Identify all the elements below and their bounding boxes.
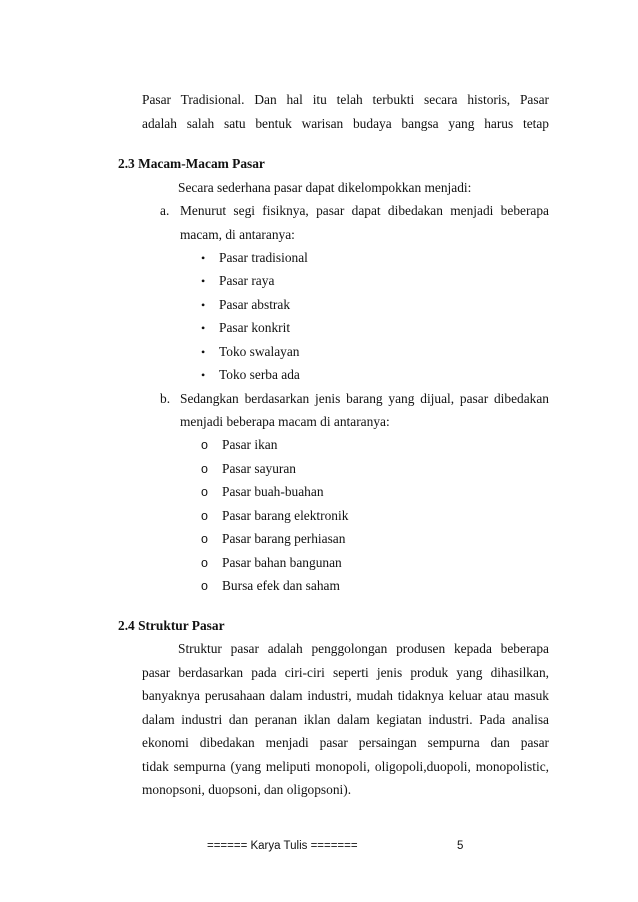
intro-line-1: Pasar Tradisional. Dan hal itu telah terbukti secara historis, Pasar (142, 92, 549, 107)
section-2-4-line-1: Struktur pasar adalah penggolongan produsen kepada beberapa (178, 641, 549, 656)
bullet-dot-icon: • (201, 368, 206, 382)
list-item: Pasar raya (219, 273, 275, 288)
circle-bullet-icon: o (201, 579, 208, 593)
section-2-4-line-6: tidak sempurna (yang meliputi monopoli, oligopoli,duopoli, monopolistic, (142, 759, 549, 774)
item-b-marker: b. (160, 391, 171, 406)
item-b-line-1: Sedangkan berdasarkan jenis barang yang dijual, pasar dibedakan (180, 391, 549, 406)
list-item: Pasar barang perhiasan (222, 531, 346, 546)
bullet-dot-icon: • (201, 298, 206, 312)
circle-bullet-icon: o (201, 438, 208, 452)
bullet-dot-icon: • (201, 345, 206, 359)
bullet-dot-icon: • (201, 274, 206, 288)
circle-bullet-icon: o (201, 532, 208, 546)
circle-bullet-icon: o (201, 509, 208, 523)
item-b-line-2: menjadi beberapa macam di antaranya: (180, 414, 390, 429)
circle-bullet-icon: o (201, 556, 208, 570)
section-2-4-line-3: banyaknya perusahaan dalam industri, mudah tidaknya keluar atau masuk (142, 688, 549, 703)
list-item: Pasar ikan (222, 437, 278, 452)
section-2-4-line-4: dalam industri dan peranan iklan dalam kegiatan industri. Pada analisa (142, 712, 549, 727)
list-item: Pasar tradisional (219, 250, 308, 265)
list-item: Pasar buah-buahan (222, 484, 324, 499)
item-a-line-1: Menurut segi fisiknya, pasar dapat dibedakan menjadi beberapa (180, 203, 549, 218)
intro-line-2: adalah salah satu bentuk warisan budaya bangsa yang harus tetap (142, 116, 549, 131)
bullet-dot-icon: • (201, 321, 206, 335)
item-a-marker: a. (160, 203, 170, 218)
page-number: 5 (457, 840, 464, 852)
list-item: Bursa efek dan saham (222, 578, 340, 593)
section-2-4-line-7: monopsoni, duopsoni, dan oligopsoni). (142, 782, 352, 797)
list-item: Pasar abstrak (219, 297, 291, 312)
list-item: Pasar sayuran (222, 461, 296, 476)
section-2-4-line-5: ekonomi dibedakan menjadi pasar persaingan sempurna dan pasar (142, 735, 549, 750)
section-heading-2-4: 2.4 Struktur Pasar (118, 618, 225, 633)
list-item: Toko swalayan (219, 344, 300, 359)
section-2-3-lead: Secara sederhana pasar dapat dikelompokkan menjadi: (178, 180, 472, 195)
list-item: Pasar konkrit (219, 320, 291, 335)
list-item: Pasar bahan bangunan (222, 555, 342, 570)
section-heading-2-3: 2.3 Macam-Macam Pasar (118, 156, 265, 171)
item-a-line-2: macam, di antaranya: (180, 227, 295, 242)
bullet-dot-icon: • (201, 251, 206, 265)
circle-bullet-icon: o (201, 485, 208, 499)
circle-bullet-icon: o (201, 462, 208, 476)
list-item: Toko serba ada (219, 367, 300, 382)
list-item: Pasar barang elektronik (222, 508, 349, 523)
footer-title: ====== Karya Tulis ======= (207, 840, 358, 852)
section-2-4-line-2: pasar berdasarkan pada ciri-ciri seperti jenis produk yang dihasilkan, (142, 665, 549, 680)
